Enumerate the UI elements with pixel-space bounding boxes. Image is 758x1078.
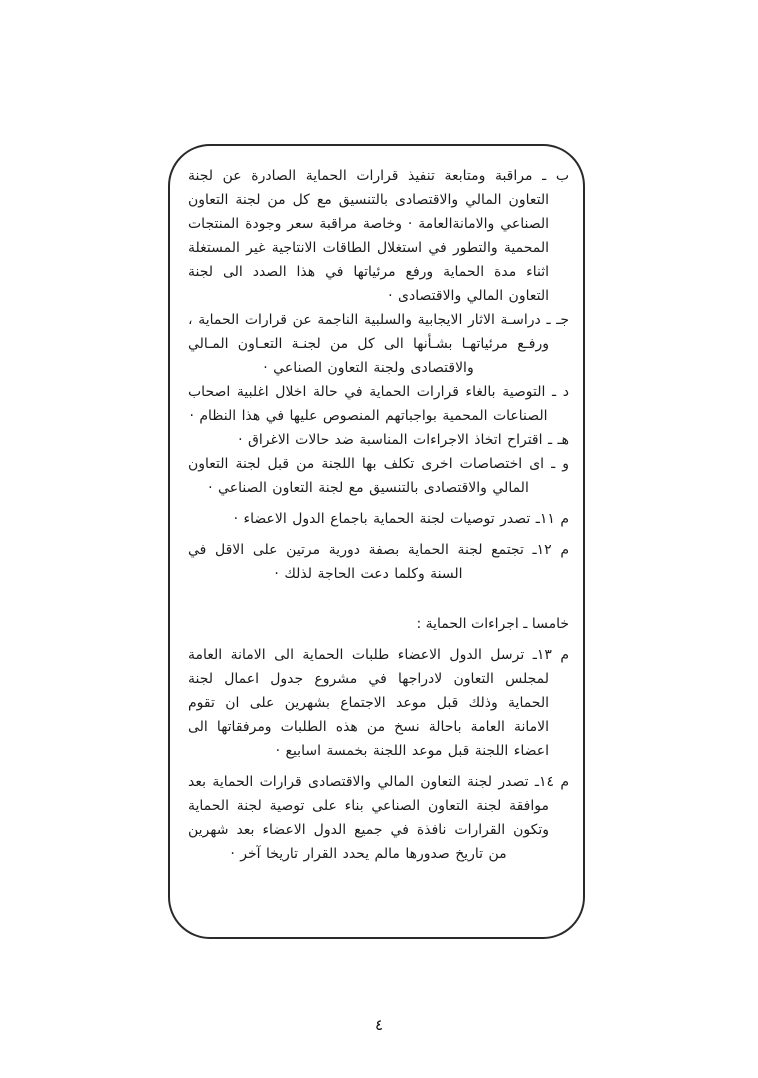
list-item-paragraph: هـ ـ اقتراح اتخاذ الاجراءات المناسبة ضد حالات الاغراق · [238, 432, 569, 448]
item-marker: م ١١ـ [535, 511, 569, 527]
item-marker: هـ ـ [547, 432, 569, 448]
section-heading: خامسا ـ اجراءات الحماية : [416, 616, 569, 632]
list-item-paragraph: جـ ـ دراسـة الاثار الايجابية والسلبية الناجمة عن قرارات الحماية ، ورفـع مرئياتهـا بشـأنها الى كل من لجنـة التعـاون المـالي والاقتصادى ولجنة التعاون الصناعي · [188, 312, 569, 376]
item-marker: م ١٣ـ [532, 647, 570, 663]
article-paragraph: م ١٢ـ تجتمع لجنة الحماية بصفة دورية مرتين على الاقل في السنة وكلما دعت الحاجة لذلك · [188, 542, 569, 582]
page-number: ٤ [374, 1016, 384, 1034]
list-item-paragraph: و ـ اى اختصاصات اخرى تكلف بها اللجنة من قبل لجنة التعاون المالي والاقتصادى بالتنسيق مع لجنة التعاون الصناعي · [188, 456, 569, 496]
item-marker: ب ـ [542, 168, 569, 184]
list-item-paragraph: د ـ التوصية بالغاء قرارات الحماية في حالة اخلال اغلبية اصحاب الصناعات المحمية بواجباتهم المنصوص عليها في هذا النظام · [188, 384, 569, 424]
article-paragraph: م ١٤ـ تصدر لجنة التعاون المالي والاقتصادى قرارات الحماية بعد موافقة لجنة التعاون الصناعي بناء على توصية لجنة الحماية وتكون القرارات نافذة في جميع الدول الاعضاء بعد شهرين من تاريخ صدورها مالم يحدد القرار تاريخا آخر · [188, 774, 569, 862]
article-paragraph: م ١٣ـ ترسل الدول الاعضاء طلبات الحماية الى الامانة العامة لمجلس التعاون لادراجها في مشروع جدول اعمال لجنة الحماية وذلك قبل موعد الاجتماع بشهرين على ان تقوم الامانة العامة باحالة نسخ من هذه الطلبات ومرفقاتها الى اعضاء اللجنة قبل موعد اللجنة بخمسة اسابيع · [188, 647, 570, 759]
list-item-paragraph: ب ـ مراقبة ومتابعة تنفيذ قرارات الحماية الصادرة عن لجنة التعاون المالي والاقتصادى بالتنسيق مع كل من لجنة التعاون الصناعي والامانةالعامة · وخاصة مراقبة سعر وجودة المنتجات المحمية والتطور في استغلال الطاقات الانتاجية غير المستغلة اثناء مدة الحماية ورفع مرئياتها في هذا الصدد الى لجنة التعاون المالي والاقتصادى · [188, 168, 569, 304]
item-marker: جـ ـ [546, 312, 569, 328]
item-marker: و ـ [551, 456, 569, 472]
article-paragraph: م ١١ـ تصدر توصيات لجنة الحماية باجماع الدول الاعضاء · [233, 511, 569, 527]
document-frame [168, 144, 585, 939]
item-marker: م ١٢ـ [532, 542, 569, 558]
item-marker: م ١٤ـ [534, 774, 569, 790]
item-marker: د ـ [552, 384, 569, 400]
